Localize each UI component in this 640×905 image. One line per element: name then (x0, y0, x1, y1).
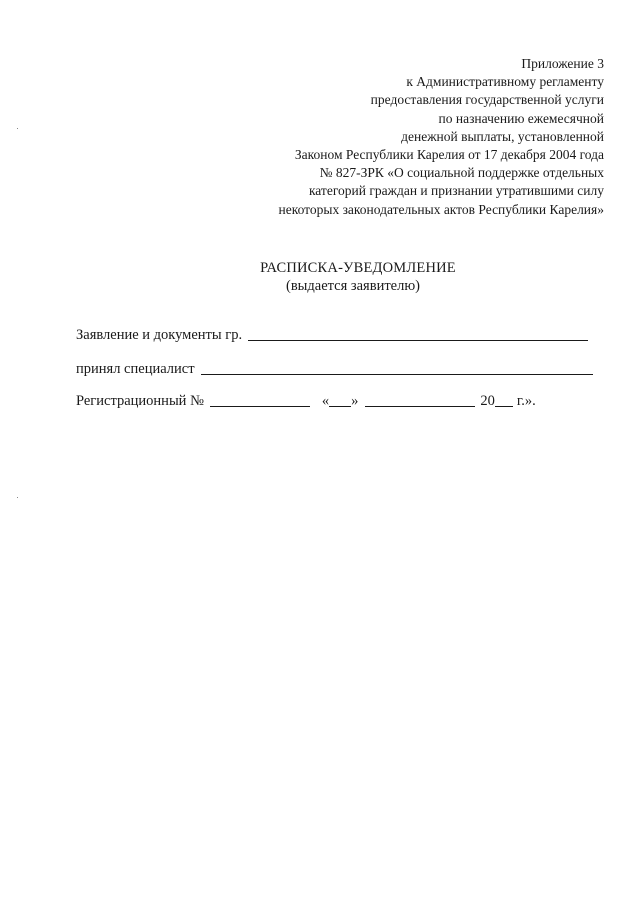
day-field[interactable] (329, 392, 351, 407)
quote-open: « (321, 393, 330, 409)
appendix-line: категорий граждан и признании утратившими силу (308, 183, 604, 199)
appendix-line: денежной выплаты, установленной (401, 128, 604, 144)
specialist-name-field[interactable] (201, 360, 593, 375)
year-field[interactable] (495, 392, 513, 407)
appendix-line: к Административному регламенту (406, 74, 604, 90)
appendix-line: Законом Республики Карелия от 17 декабря 2004 года (294, 147, 604, 163)
year-prefix: 20 (480, 393, 495, 409)
receipt-subtitle: (выдается заявителю) (285, 278, 421, 294)
documents-label: Заявление и документы гр. (76, 327, 243, 343)
month-field[interactable] (365, 392, 475, 407)
appendix-line: некоторых законодательных актов Республики Карелия» (278, 201, 604, 217)
appendix-line: предоставления государственной услуги (370, 92, 604, 108)
specialist-label: принял специалист (76, 361, 195, 377)
registration-line (76, 392, 536, 410)
appendix-line: Приложение 3 (521, 56, 604, 71)
scan-speck (17, 128, 18, 129)
quote-close: » (351, 393, 359, 409)
specialist-line (76, 360, 593, 378)
receipt-title: РАСПИСКА-УВЕДОМЛЕНИЕ (260, 260, 456, 276)
registration-label: Регистрационный № (76, 393, 204, 409)
scan-speck (17, 497, 18, 498)
appendix-header (278, 55, 604, 219)
applicant-name-field[interactable] (248, 326, 588, 341)
appendix-line: № 827-ЗРК «О социальной поддержке отдельных (319, 165, 604, 181)
receipt-heading (0, 259, 640, 295)
year-suffix: г.». (516, 393, 536, 409)
registration-number-field[interactable] (210, 392, 310, 407)
appendix-line: по назначению ежемесячной (438, 110, 604, 126)
documents-line (76, 326, 588, 344)
